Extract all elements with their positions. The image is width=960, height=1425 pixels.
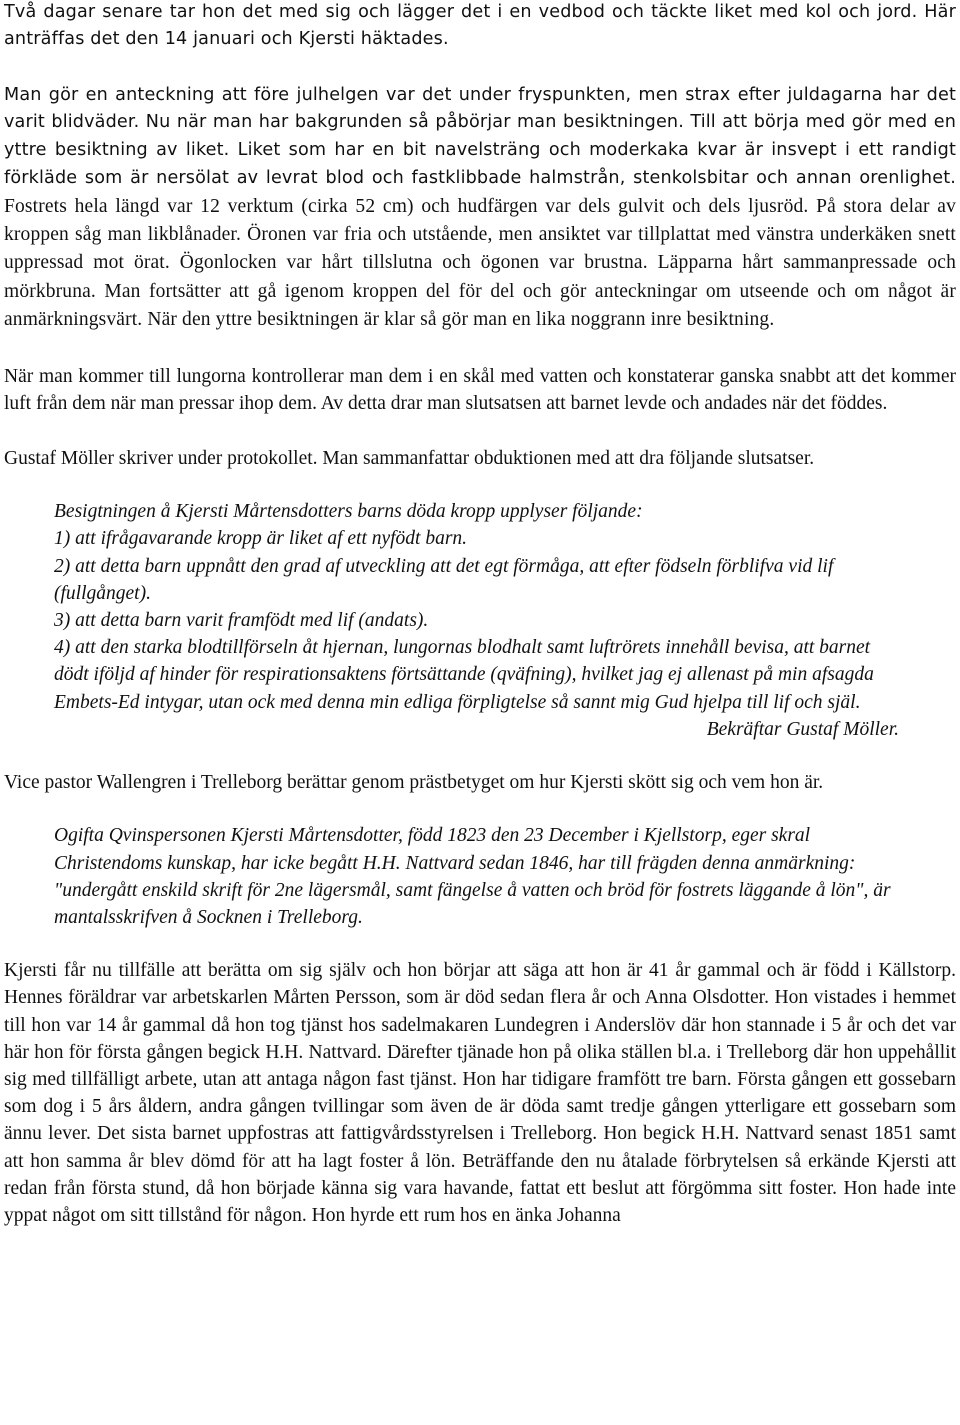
document-page — [4, 0, 956, 1229]
paragraph-6: Kjersti får nu tillfälle att berätta om sig själv och hon börjar att säga att hon är 41 år gammal och är född i Källstorp. Hennes föräldrar var arbetskarlen Mårten Persson, som är död sedan flera år och Anna Olsdotter. Hon vistades i hemmet till hon var 14 år gammal då hon tog tjänst hos sadelmakaren Lundegren i Anderslöv där hon stannade i 5 år och det var här hon för första gången begick H.H. Nattvard. Därefter tjänade hon på olika ställen bl.a. i Trelleborg där hon uppehållit sig med tillfälligt arbete, utan att antaga någon fast tjänst. Hon har tidigare framfött tre barn. Första gången ett gossebarn som dog i 5 års åldern, andra gången tvillingar som även de är döda samt tredje gången ytterligare ett gossebarn som ännu lever. Det sista barnet uppfostras att fattigvårdsstyrelsen i Trelleborg. Hon begick H.H. Nattvard senast 1851 samt att hon samma år blev dömd för att ha lagt foster å lön. Beträffande den nu åtalade förbrytelsen så erkände Kjersti att redan från första stund, då hon började känna sig vara havande, fattat ett beslut att förgömma sitt foster. Hon hade inte yppat något om sitt tillstånd för någon. Hon hyrde ett rum hos en änka Johanna — [4, 960, 956, 1226]
paragraph-gap — [4, 472, 956, 498]
paragraph-2-sans-text: Man gör en anteckning att före julhelgen var det under fryspunkten, men strax efter juldagarna har det varit blidväder. Nu när man har bakgrunden så påbörjar man besiktningen. Till att börja med gör med en yttre besiktning av liket. Liket som har en bit navelsträng och moderkaka kvar är insvept i ett randigt förkläde som är nersölat av levrat blod och fastklibbade halmstrån, stenkolsbitar och annan orenlighet. — [4, 85, 956, 189]
paragraph-3: När man kommer till lungorna kontrollerar man dem i en skål med vatten och konstaterar ganska snabbt att det kommer luft från dem när man pressar ihop dem. Av detta drar man slutsatsen att barnet levde och andades när det föddes. — [4, 365, 956, 414]
paragraph-2-serif-text: Fostrets hela längd var 12 verktum (cirka 52 cm) och hudfärgen var dels gulvit och dels ljusröd. På stora delar av kroppen såg man likblånader. Öronen var fria och utstående, men ansiktet var tillplattat med vänstra underkäken snett uppressad mot örat. Ögonlocken var hårt tillslutna och ögonen var brustna. Läpparna hårt sammanpressade och mörkbruna. Man fortsätter att gå igenom kroppen del för del och gör anteckningar om utseende och om något är anmärkningsvärt. När den yttre besiktningen är klar så gör man en lika noggrann inre besiktning. — [4, 195, 956, 331]
quote-signature: Bekräftar Gustaf Möller. — [706, 718, 899, 740]
paragraph-gap — [4, 743, 956, 769]
paragraph-gap — [4, 796, 956, 822]
quote-line: 1) att ifrågavarande kropp är liket af ett nyfödt barn. — [54, 528, 468, 550]
quote-text: Ogifta Qvinspersonen Kjersti Mårtensdotter, född 1823 den 23 December i Kjellstorp, eger skral Christendoms kunskap, har icke begått H.H. Nattvard sedan 1846, har till frägden denna anmärkning: "undergått enskild skrift för 2ne lägersmål, samt fängelse å vatten och bröd för fostrets läggande å lön", är mantalsskrifven å Socknen i Trelleborg. — [54, 825, 891, 928]
paragraph-2 — [4, 82, 956, 335]
quote-line: Besigtningen å Kjersti Mårtensdotters barns döda kropp upplyser följande: — [54, 501, 643, 523]
paragraph-1: Två dagar senare tar hon det med sig och lägger det i en vedbod och täckte liket med kol och jord. Här anträffas det den 14 januari och Kjersti häktades. — [4, 2, 956, 49]
paragraph-gap — [4, 53, 956, 82]
autopsy-conclusion-quote — [54, 498, 904, 743]
quote-line: 2) att detta barn uppnått den grad af utveckling att det egt förmåga, att efter födseln förblifva vid lif (fullgånget). — [54, 555, 834, 604]
parish-certificate-quote — [54, 822, 904, 931]
paragraph-5: Vice pastor Wallengren i Trelleborg berättar genom prästbetyget om hur Kjersti skött sig och vem hon är. — [4, 772, 824, 794]
paragraph-gap — [4, 931, 956, 957]
paragraph-gap — [4, 417, 956, 445]
quote-line: 3) att detta barn varit framfödt med lif (andats). — [54, 610, 429, 632]
paragraph-4: Gustaf Möller skriver under protokollet. Man sammanfattar obduktionen med att dra följande slutsatser. — [4, 448, 815, 470]
quote-line: 4) att den starka blodtillförseln åt hjernan, lungornas blodhalt samt luftrörets innehåll bevisa, att barnet dödt iföljd af hinder för respirationsaktens förtsättande (qväfning), hvilket jag ej allenast på min afsagda Embets-Ed intygar, utan ock med denna min edliga förpligtelse så sannt mig Gud hjelpa till lif och själ. — [54, 637, 874, 713]
paragraph-gap — [4, 335, 956, 363]
